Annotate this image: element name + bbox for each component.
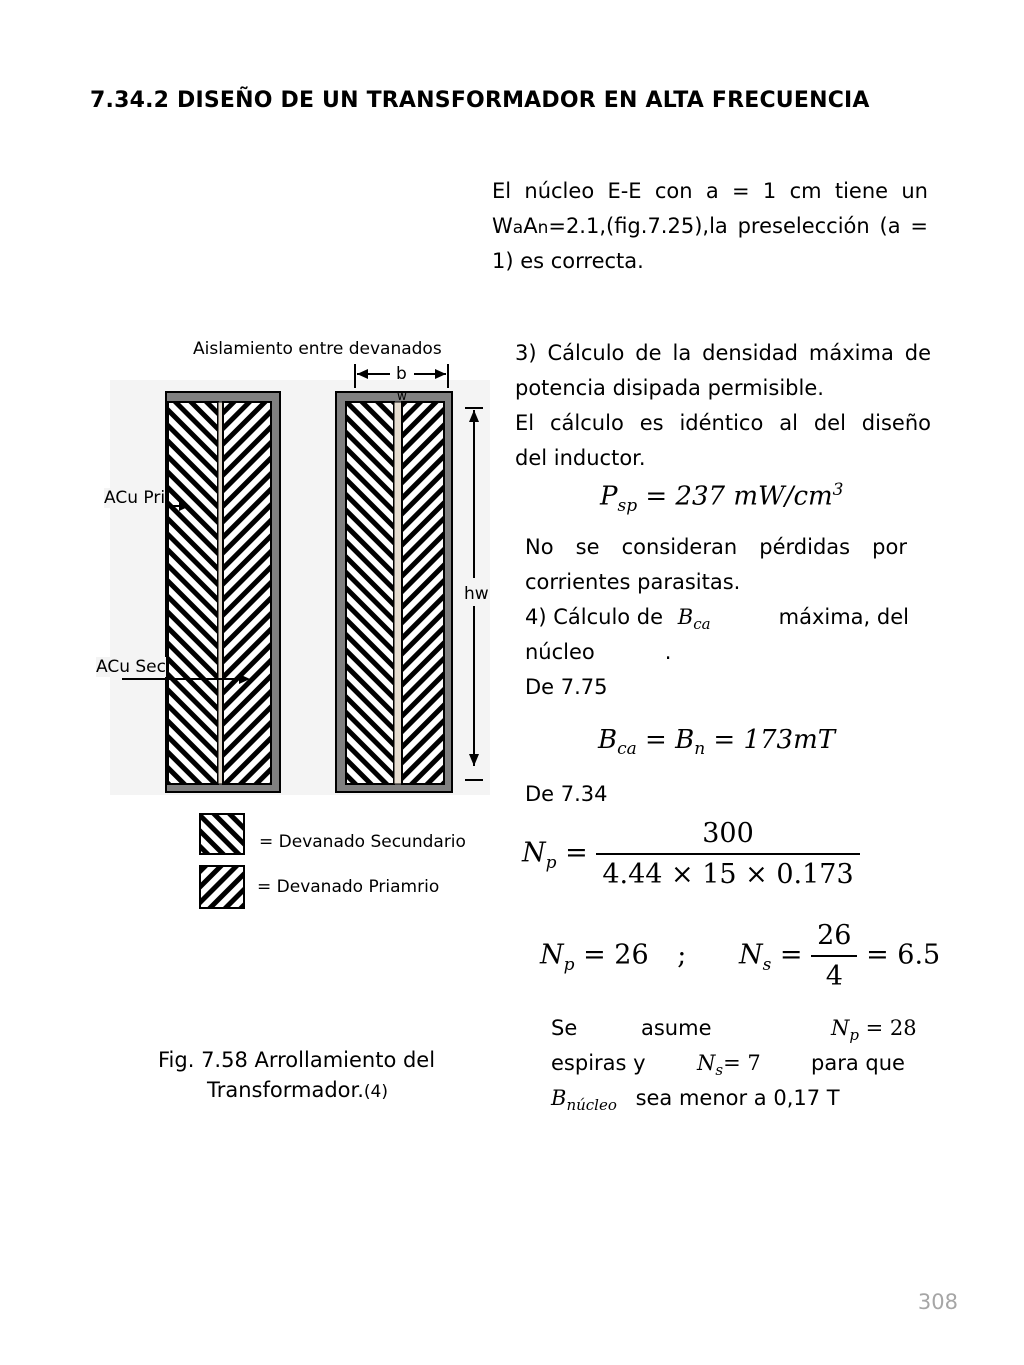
ns-fraction: $\frac{26}{4}$ — [811, 920, 857, 992]
assume-line-2: espiras y $N_s= 7$ para que — [551, 1051, 905, 1080]
de-7-34: De 7.34 — [525, 782, 608, 806]
right-insulation — [394, 402, 402, 784]
psp-equation: $P_{sp} = 237$ $mW/cm^3$ — [600, 480, 844, 516]
acu-pri-label: ACu Pri — [104, 488, 166, 508]
left-secondary-winding — [168, 402, 218, 784]
step3-line-1: 3) Cálculo de la densidad máxima de — [515, 341, 931, 365]
page-number: 308 — [917, 1290, 958, 1314]
b-label: b — [396, 364, 407, 384]
figure-caption-line-2: Transformador.(4) — [207, 1078, 388, 1102]
np-ns-equation: $N_p = 26$ ; $N_s$ = $\frac{26}{4}$ = 6.5 — [540, 920, 941, 992]
b-right-arrow — [435, 369, 446, 379]
hw-label: hw — [464, 584, 489, 604]
note-line-2: corrientes parasitas. — [525, 570, 741, 594]
assume-line-3: $B_{núcleo}$ sea menor a 0,17 T — [551, 1086, 840, 1115]
w-label: w — [397, 389, 407, 403]
wa-symbol: WaAn — [492, 214, 549, 238]
right-secondary-winding — [346, 402, 394, 784]
acu-sec-label: ACu Sec — [96, 657, 166, 677]
right-primary-winding — [402, 402, 444, 784]
note-line-1: No se consideran pérdidas por — [525, 535, 907, 559]
section-title: 7.34.2 DISEÑO DE UN TRANSFORMADOR EN ALTA FRECUENCIA — [90, 88, 870, 113]
bca-equation: $B_{ca} = B_n = 173mT$ — [598, 725, 836, 760]
step3-line-4: del inductor. — [515, 446, 646, 470]
intro-line-2: WaAn=2.1,(fig.7.25),la preselección (a = — [492, 214, 928, 238]
legend-secondary-swatch — [200, 814, 244, 854]
intro-line-1: El núcleo E-E con a = 1 cm tiene un — [492, 179, 928, 203]
step3-line-3: El cálculo es idéntico al del diseño — [515, 411, 931, 435]
legend-primary-swatch — [200, 866, 244, 908]
step4-line-1: 4) Cálculo de $B_{ca}$ máxima, del — [525, 605, 909, 634]
legend-secondary-label: = Devanado Secundario — [259, 832, 466, 852]
np-fraction: $\frac{300}{4.44 \times 15 \times 0.173}$ — [596, 818, 859, 890]
step3-line-2: potencia disipada permisible. — [515, 376, 824, 400]
step4-line-3: De 7.75 — [525, 675, 608, 699]
np-equation: $N_p$ = $\frac{300}{4.44 \times 15 \times 0.173}$ — [522, 818, 860, 890]
legend-primary-label: = Devanado Priamrio — [257, 877, 440, 897]
assume-line-1: Se asume $N_p = 28$ — [551, 1016, 917, 1045]
step4-line-2: núcleo . — [525, 640, 672, 664]
left-primary-winding — [223, 402, 271, 784]
intro-line-3: 1) es correcta. — [492, 249, 644, 273]
b-left-arrow — [357, 369, 368, 379]
insulation-label: Aislamiento entre devanados — [193, 339, 442, 359]
figure-caption-line-1: Fig. 7.58 Arrollamiento del — [158, 1048, 436, 1072]
